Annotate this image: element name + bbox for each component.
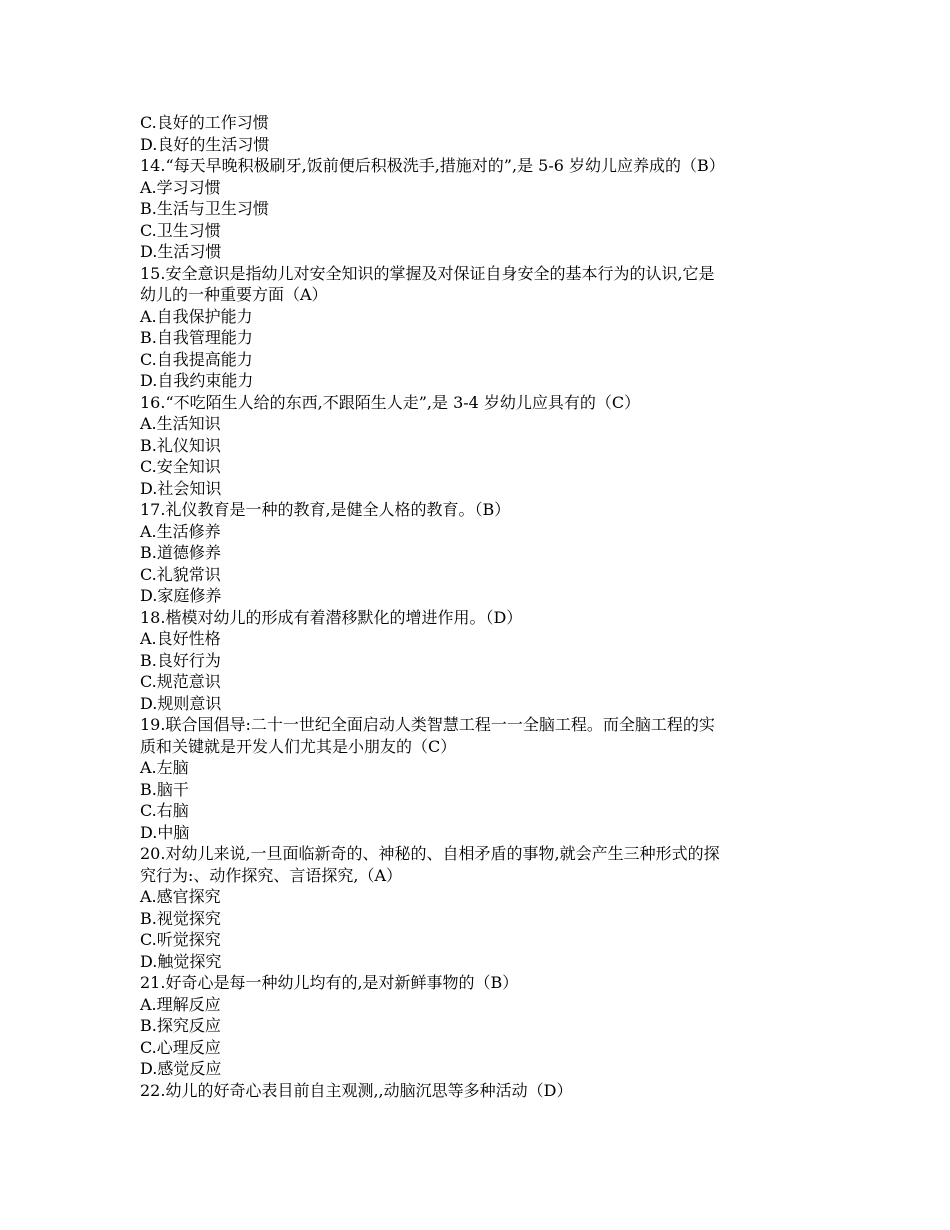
question-line: 14.“每天早晚积极刷牙,饭前便后积极洗手,措施对的”,是 5-6 岁幼儿应养成的（B） xyxy=(140,156,725,175)
option-line: B.脑干 xyxy=(140,779,189,799)
option-line: A.生活修养 xyxy=(140,521,221,541)
option-line: A.感官探究 xyxy=(140,887,221,906)
question-line: 22.幼儿的好奇心表目前自主观测,,动脑沉思等多种活动（D） xyxy=(140,1080,573,1100)
option-line: B.生活与卫生习惯 xyxy=(140,199,269,218)
document-body xyxy=(140,112,810,1101)
option-line: D.家庭修养 xyxy=(140,586,222,605)
option-line: B.探究反应 xyxy=(140,1016,221,1035)
option-line: C.良好的工作习惯 xyxy=(140,113,269,132)
option-line: A.左脑 xyxy=(140,758,189,777)
option-line: C.右脑 xyxy=(140,801,189,820)
question-line: 21.好奇心是每一种幼儿均有的,是对新鲜事物的（B） xyxy=(140,973,519,992)
question-line: 17.礼仪教育是一种的教育,是健全人格的教育。（B） xyxy=(140,500,511,519)
option-line: B.自我管理能力 xyxy=(140,328,253,347)
question-line-continued: 幼儿的一种重要方面（A） xyxy=(140,285,328,304)
question-line: 19.联合国倡导:二十一世纪全面启动人类智慧工程一一全脑工程。而全脑工程的实 xyxy=(140,715,715,734)
option-line: A.学习习惯 xyxy=(140,177,221,197)
option-line: D.自我约束能力 xyxy=(140,371,254,390)
option-line: C.规范意识 xyxy=(140,672,221,691)
question-line: 15.安全意识是指幼儿对安全知识的掌握及对保证自身安全的基本行为的认识,它是 xyxy=(140,263,715,283)
option-line: D.规则意识 xyxy=(140,693,222,713)
question-line: 18.楷模对幼儿的形成有着潜移默化的增进作用。（D） xyxy=(140,607,523,627)
option-line: B.良好行为 xyxy=(140,650,221,670)
option-line: D.社会知识 xyxy=(140,478,222,498)
option-line: C.自我提高能力 xyxy=(140,349,253,369)
option-line: D.良好的生活习惯 xyxy=(140,134,270,154)
question-line-continued: 质和关键就是开发人们尤其是小朋友的（C） xyxy=(140,736,457,756)
question-line-continued: 究行为:、动作探究、言语探究,（A） xyxy=(140,865,403,885)
question-line: 16.“不吃陌生人给的东西,不跟陌生人走”,是 3-4 岁幼儿应具有的（C） xyxy=(140,392,641,412)
option-line: A.自我保护能力 xyxy=(140,306,253,326)
option-line: D.触觉探究 xyxy=(140,951,222,971)
option-line: A.理解反应 xyxy=(140,994,221,1014)
option-line: C.卫生习惯 xyxy=(140,220,221,240)
option-line: C.心理反应 xyxy=(140,1037,221,1057)
option-line: C.安全知识 xyxy=(140,457,221,476)
option-line: B.道德修养 xyxy=(140,543,221,562)
option-line: D.中脑 xyxy=(140,822,190,842)
option-line: B.礼仪知识 xyxy=(140,435,221,455)
option-line: A.生活知识 xyxy=(140,414,221,433)
question-line: 20.对幼儿来说,一旦面临新奇的、神秘的、自相矛盾的事物,就会产生三种形式的探 xyxy=(140,844,720,863)
option-line: D.生活习惯 xyxy=(140,242,222,261)
option-line: B.视觉探究 xyxy=(140,908,221,928)
option-line: A.良好性格 xyxy=(140,629,221,648)
option-line: D.感觉反应 xyxy=(140,1059,222,1078)
option-line: C.礼貌常识 xyxy=(140,564,221,584)
option-line: C.听觉探究 xyxy=(140,930,221,949)
